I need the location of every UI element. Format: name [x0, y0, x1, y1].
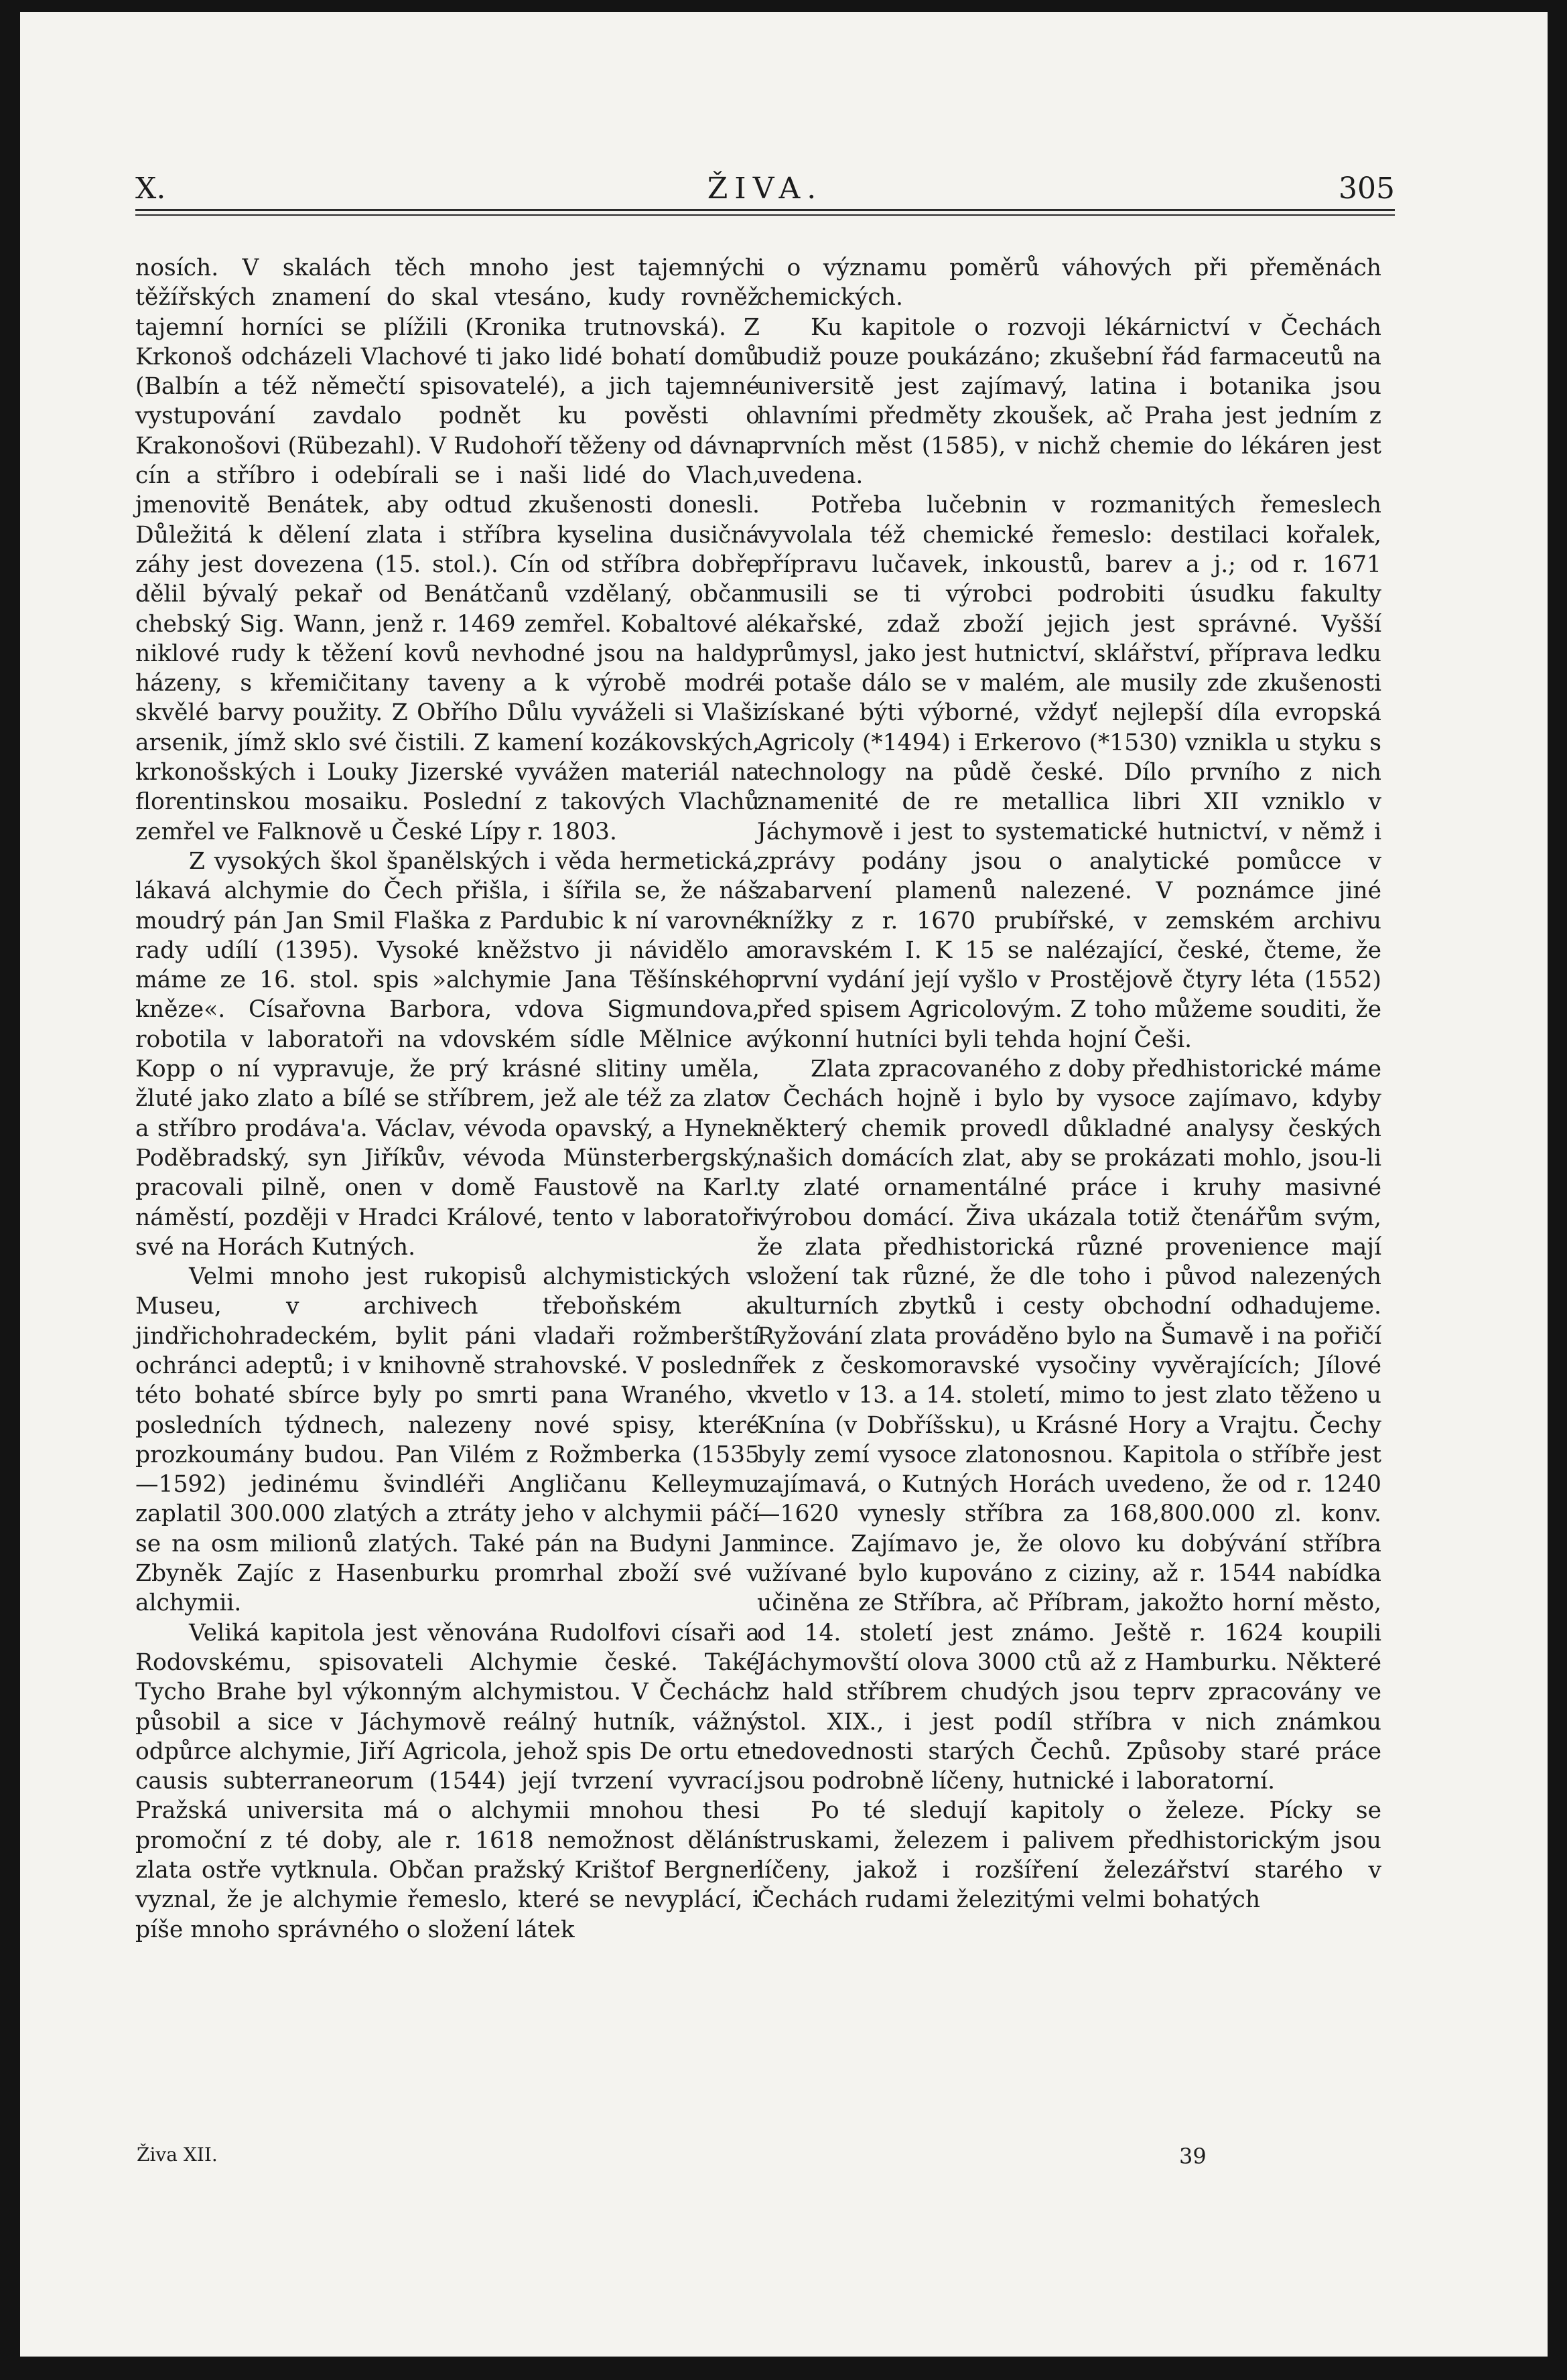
header-rule-double — [135, 214, 1395, 216]
journal-title: ŽIVA. — [707, 171, 823, 206]
right-column — [757, 253, 1381, 1915]
journal-page — [20, 12, 1548, 2357]
running-header — [135, 171, 1395, 212]
paragraph: Veliká kapitola jest věnována Rudolfovi císaři a Rodovskému, spisovateli Alchymie české. Také Tycho Brahe byl výkonným alchymistou. V Čechách působil a sice v Jáchymově reálný hutník, vážný odpůrce alchymie, Jiří Agricola, jehož spis De ortu et causis subterraneorum (1544) její tvrzení vyvrací. Pražská universita má o alchymii mnohou thesi promoční z té doby, ale r. 1618 nemožnost dělání zlata ostře vytknula. Občan pražský Krištof Bergner vyznal, že je alchymie řemeslo, které se nevyplácí, i píše mnoho správného o složení látek — [135, 1619, 760, 1943]
paragraph: nosích. V skalách těch mnoho jest tajemných těžířských znamení do skal vtesáno, kudy rovněž tajemní horníci se plížili (Kronika trutnovská). Z Krkonoš odcházeli Vlachové ti jako lidé bohatí domů (Balbín a též němečtí spisovatelé), a jich tajemné vystupování zavdalo podnět ku pověsti o Krakonošovi (Rübezahl). V Rudohoří těženy od dávna cín a stříbro i odebírali se i naši lidé do Vlach, jmenovitě Benátek, aby odtud zkušenosti donesli. Důležitá k dělení zlata i stříbra kyselina dusičná záhy jest dovezena (15. stol.). Cín od stříbra dobře dělil bývalý pekař od Benátčanů vzdělaný, občan chebský Sig. Wann, jenž r. 1469 zemřel. Kobaltové a niklové rudy k těžení kovů nevhodné jsou na haldy házeny, s křemičitany taveny a k výrobě modré skvělé barvy použity. Z Obřího Důlu vyváželi si Vlaši arsenik, jímž sklo své čistili. Z kamení kozákovských, krkonošských i Louky Jizerské vyvážen materiál na florentinskou mosaiku. Poslední z takových Vlachů zemřel ve Falknově u České Lípy r. 1803. — [135, 255, 760, 845]
volume-marker: X. — [135, 171, 166, 206]
footer-signature: Živa XII. — [137, 2144, 218, 2166]
paragraph: Ku kapitole o rozvoji lékárnictví v Čechách budiž pouze poukázáno; zkušební řád farmaceutů na universitě jest zajímavý, latina i botanika jsou hlavními předměty zkoušek, ač Praha jest jedním z prvních měst (1585), v nichž chemie do lékáren jest uvedena. — [757, 313, 1381, 490]
paragraph: Potřeba lučebnin v rozmanitých řemeslech vyvolala též chemické řemeslo: destilaci kořalek, přípravu lučavek, inkoustů, barev a j.; od r. 1671 musili se ti výrobci podrobiti úsudku fakulty lékařské, zdaž zboží jejich jest správné. Vyšší průmysl, jako jest hutnictví, sklářství, příprava ledku i potaše dálo se v malém, ale musily zde zkušenosti získané býti výborné, vždyť nejlepší díla evropská Agricoly (*1494) i Erkerovo (*1530) vznikla u styku s technology na půdě české. Dílo prvního z nich znamenité de re metallica libri XII vzniklo v Jáchymově i jest to systematické hutnictví, v němž i zprávy podány jsou o analytické pomůcce v zabarvení plamenů nalezené. V poznámce jiné knížky z r. 1670 prubířské, v zemském archivu moravském I. K 15 se nalézající, české, čteme, že první vydání její vyšlo v Prostějově čtyry léta (1552) před spisem Agricolovým. Z toho můžeme souditi, že výkonní hutníci byli tehda hojní Češi. — [757, 492, 1381, 1053]
page-number: 305 — [1339, 171, 1395, 206]
paragraph: Zlata zpracovaného z doby předhistorické máme v Čechách hojně i bylo by vysoce zajímavo, kdyby některý chemik provedl důkladné analysy českých našich domácích zlat, aby se prokázati mohlo, jsou-li ty zlaté ornamentálné práce i kruhy masivné výrobou domácí. Živa ukázala totiž čtenářům svým, že zlata předhistorická různé provenience mají složení tak různé, že dle toho i původ nalezených kulturních zbytků i cesty obchodní odhadujeme. Ryžování zlata prováděno bylo na Šumavě i na pořičí řek z českomoravské vysočiny vyvěrajících; Jílové kvetlo v 13. a 14. století, mimo to jest zlato těženo u Knína (v Dobříšsku), u Krásné Hory a Vrajtu. Čechy byly zemí vysoce zlatonosnou. Kapitola o stříbře jest zajímavá, o Kutných Horách uvedeno, že od r. 1240—1620 vynesly stříbra za 168,800.000 zl. konv. mince. Zajímavo je, že olovo ku dobývání stříbra užívané bylo kupováno z ciziny, až r. 1544 nabídka učiněna ze Stříbra, ač Příbram, jakožto horní město, od 14. století jest známo. Ještě r. 1624 koupili Jáchymovští olova 3000 ctů až z Hamburku. Některé z hald stříbrem chudých jsou teprv zpracovány ve stol. XIX., i jest podíl stříbra v nich známkou nedovednosti starých Čechů. Způsoby staré práce jsou podrobně líčeny, hutnické i laboratorní. — [757, 1056, 1381, 1795]
paragraph: Po té sledují kapitoly o železe. Pícky se struskami, železem i palivem předhistorickým jsou líčeny, jakož i rozšíření železářství starého v Čechách rudami železitými velmi bohatých — [757, 1797, 1381, 1914]
left-column — [135, 253, 760, 1945]
header-rule — [135, 209, 1395, 211]
sheet-number: 39 — [1179, 2144, 1207, 2169]
paragraph: Z vysokých škol španělských i věda hermetická, lákavá alchymie do Čech přišla, i šířila se, že náš moudrý pán Jan Smil Flaška z Pardubic k ní varovné rady udílí (1395). Vysoké kněžstvo ji návidělo a máme ze 16. stol. spis »alchymie Jana Těšínského kněze«. Císařovna Barbora, vdova Sigmundova, robotila v laboratoři na vdovském sídle Mělnice a Kopp o ní vypravuje, že prý krásné slitiny uměla, žluté jako zlato a bílé se stříbrem, jež ale též za zlato a stříbro prodáva'a. Václav, vévoda opavský, a Hynek Poděbradský, syn Jiříkův, vévoda Münsterbergský, pracovali pilně, onen v domě Faustově na Karl. náměstí, později v Hradci Králové, tento v laboratoři své na Horách Kutných. — [135, 847, 760, 1261]
paragraph: i o významu poměrů váhových při přeměnách chemických. — [757, 255, 1381, 311]
paragraph: Velmi mnoho jest rukopisů alchymistických v Museu, v archivech třeboňském a jindřichohradeckém, bylit páni vladaři rožmberští ochránci adeptů; i v knihovně strahovské. V poslední této bohaté sbírce byly po smrti pana Wraného, v posledních týdnech, nalezeny nové spisy, které prozkoumány budou. Pan Vilém z Rožmberka (1535—1592) jedinému švindléři Angličanu Kelleymu zaplatil 300.000 zlatých a ztráty jeho v alchymii páčí se na osm milionů zlatých. Také pán na Budyni Jan Zbyněk Zajíc z Hasenburku promrhal zboží své v alchymii. — [135, 1263, 760, 1617]
